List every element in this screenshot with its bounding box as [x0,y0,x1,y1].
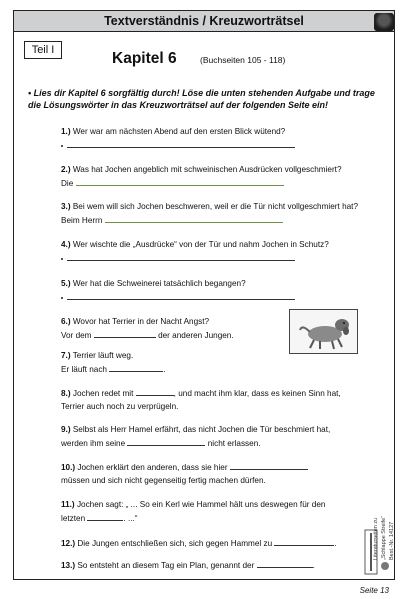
answer-line[interactable] [230,460,308,470]
question-text: Jochen redet mit [72,389,134,398]
question-number: 5.) [61,279,71,288]
bullet-dot [61,297,63,299]
answer-suffix: . [312,561,315,570]
question-text-line2: Terrier auch noch zu verprügeln. [61,402,179,411]
answer-prefix: Beim Herrn [61,216,103,225]
question-number: 3.) [61,202,71,211]
question-10 [61,460,371,487]
question-text: Die Jungen entschließen sich, sich gegen Hammel zu [77,539,273,548]
question-text: Wovor hat Terrier in der Nacht Angst? [72,317,210,326]
question-text: Wer war am nächsten Abend auf den ersten Blick wütend? [72,127,286,136]
answer-suffix: . ...“ [123,514,138,523]
question-number: 2.) [61,165,71,174]
question-text: Wer hat die Schweinerei tatsächlich begangen? [72,279,246,288]
question-text: Jochen sagt: „ ... So ein Kerl wie Hammel hält uns deswegen für den [76,500,326,509]
question-text: Was hat Jochen angeblich mit schweinischen Ausdrücken vollgeschmiert? [72,165,342,174]
side-text-1: Literaturseiten zu [373,517,379,560]
answer-suffix: . [334,539,337,548]
question-text-line2: müssen und sich nicht gegenseitig fertig machen dürfen. [61,476,266,485]
question-number: 11.) [61,500,75,509]
answer-line[interactable] [67,290,295,300]
side-text-2: „Schlappe Streife“ [381,515,387,560]
question-text-cont: , und macht ihm klar, dass es keinen Sinn hat, [173,389,341,398]
answer-line[interactable] [274,536,337,548]
dog-illustration [289,309,358,354]
question-7 [61,349,371,376]
kapitel-heading: Kapitel 6 [112,50,177,67]
answer-suffix: . [163,365,166,374]
question-number: 9.) [61,425,71,434]
question-text: So entsteht an diesem Tag ein Plan, genannt der [77,561,255,570]
question-number: 8.) [61,389,71,398]
answer-line[interactable] [94,328,156,338]
answer-line[interactable] [87,511,123,521]
question-number: 7.) [61,351,71,360]
question-text: Selbst als Herr Hamel erfährt, das nicht Jochen die Tür beschmiert hat, [72,425,331,434]
question-number: 13.) [61,561,76,570]
question-9 [61,423,371,450]
answer-line[interactable] [67,251,295,261]
page-title: Textverständnis / Kreuzworträtsel [13,10,395,32]
answer-prefix: Die [61,179,74,188]
question-number: 12.) [61,539,76,548]
side-text-3: Best.-Nr. 14127 [389,521,395,560]
answer-suffix: der anderen Jungen. [158,331,234,340]
question-number: 6.) [61,317,71,326]
question-8 [61,386,371,413]
question-11 [61,498,371,525]
answer-prefix: Er läuft nach [61,365,107,374]
question-text: Jochen erklärt den anderen, dass sie hier [77,463,228,472]
page-number: Seite 13 [359,586,389,595]
answer-suffix: nicht erlassen. [207,439,261,448]
publisher-logo [363,528,393,578]
answer-line[interactable] [76,176,284,186]
instructions: • Lies dir Kapitel 6 sorgfältig durch! Löse die unten stehenden Aufgabe und trage die Lösungswörter in das Kreuzworträtsel auf der folgenden Seite ein! [28,88,375,110]
answer-prefix: letzten [61,514,86,523]
question-12 [61,536,371,550]
question-5 [61,277,371,304]
question-1 [61,125,371,152]
teil-label: Teil I [24,41,62,59]
answer-line[interactable] [136,386,174,396]
page-range: (Buchseiten 105 - 118) [200,55,286,65]
answer-line[interactable] [257,558,313,568]
question-text: Bei wem will sich Jochen beschweren, weil er die Tür nicht vollgeschmiert hat? [72,202,359,211]
question-4 [61,238,371,265]
question-13 [61,558,371,572]
question-number: 1.) [61,127,71,136]
answer-line[interactable] [109,362,166,374]
question-2 [61,163,371,190]
question-3 [61,200,371,227]
corner-image [374,13,394,31]
question-number: 4.) [61,240,71,249]
bullet-dot [61,145,63,147]
question-number: 10.) [61,463,76,472]
answer-line[interactable] [67,138,295,148]
bullet-dot [61,258,63,260]
answer-prefix: Vor dem [61,331,92,340]
question-text: Wer wischte die „Ausdrücke“ von der Tür und nahm Jochen in Schutz? [72,240,329,249]
answer-line[interactable] [127,436,205,446]
answer-line[interactable] [105,213,283,223]
question-text: Terrier läuft weg. [72,351,134,360]
answer-prefix: werden ihm seine [61,439,126,448]
